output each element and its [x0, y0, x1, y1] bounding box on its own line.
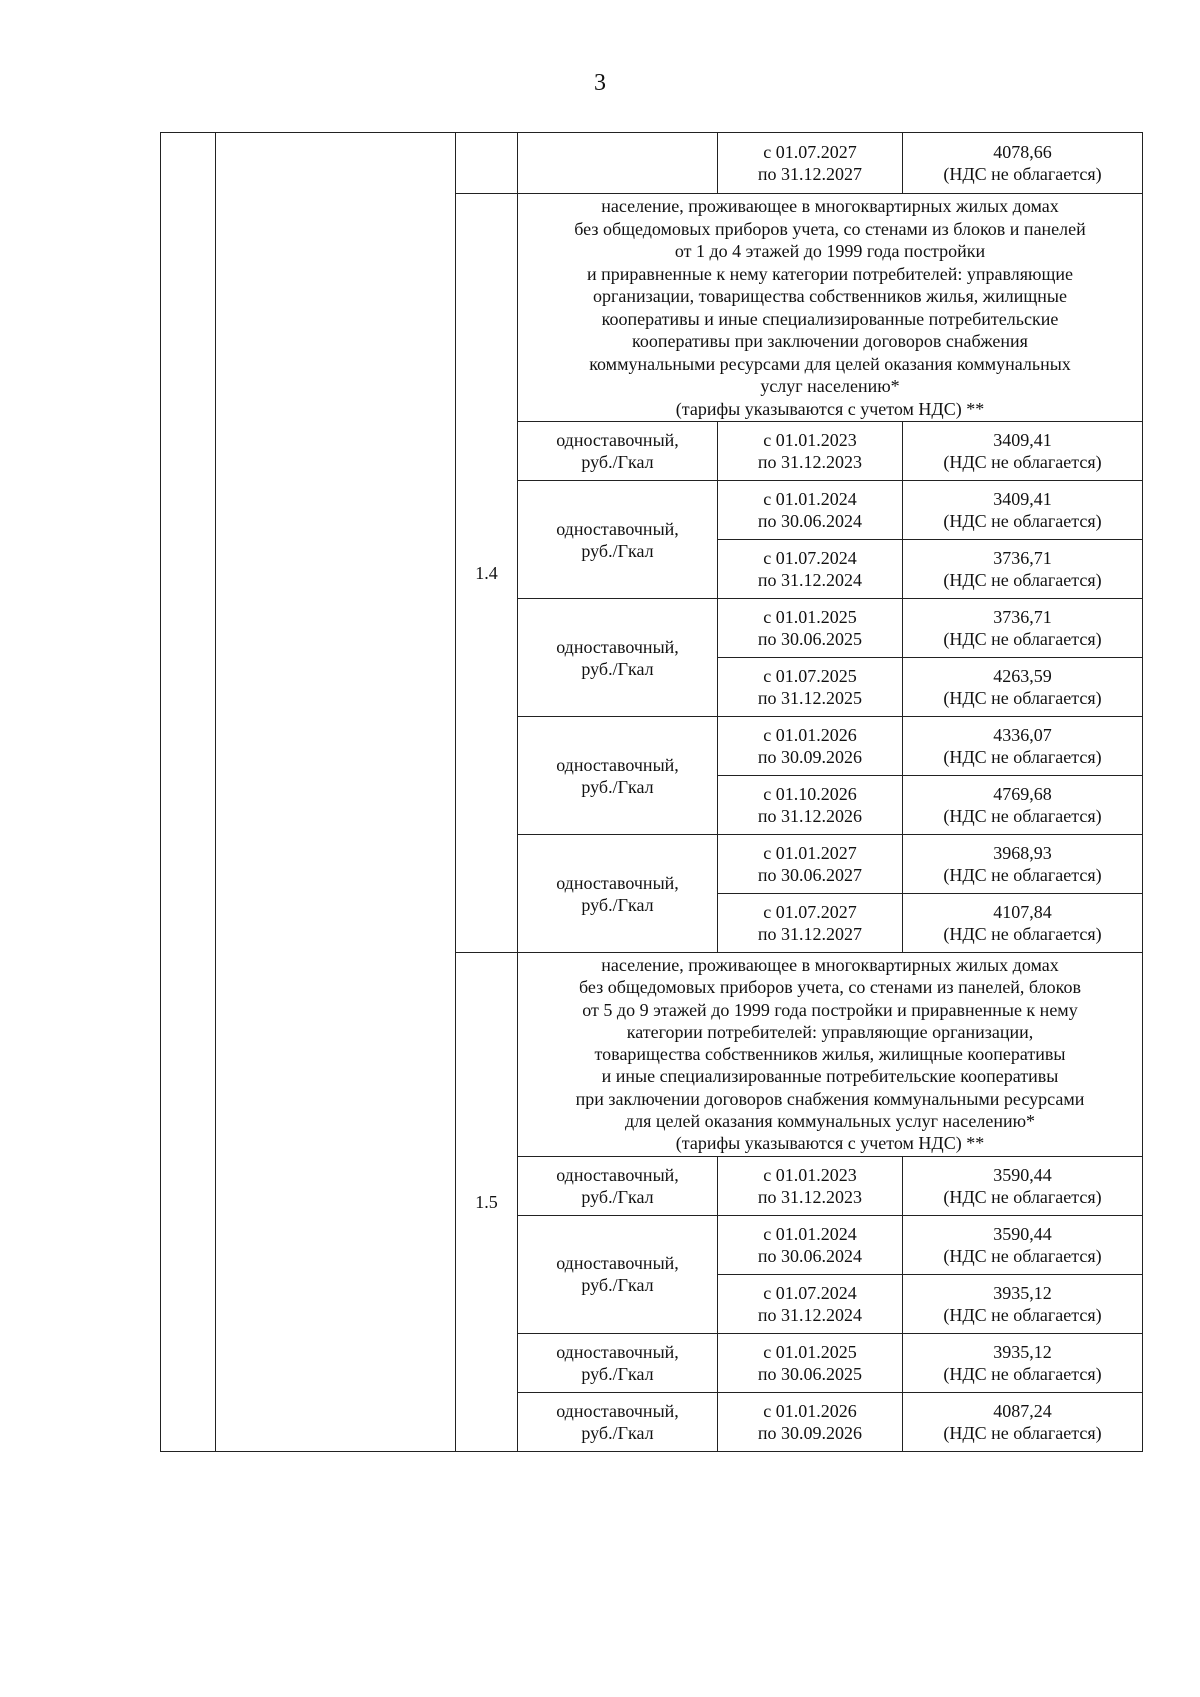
vat-note: (НДС не облагается): [943, 164, 1102, 184]
period-to: по 31.12.2027: [757, 164, 863, 184]
description-line: и приравненные к нему категории потребителей: управляющие: [587, 263, 1073, 284]
tariff-cell: 4087,24 (НДС не облагается): [903, 1392, 1143, 1451]
tariff-cell: 3935,12 (НДС не облагается): [903, 1333, 1143, 1392]
description-line: кооперативы при заключении договоров снабжения: [632, 331, 1028, 351]
description-line: от 1 до 4 этажей до 1999 года постройки: [674, 241, 986, 261]
description-line: и иные специализированные потребительские кооперативы: [601, 1066, 1059, 1087]
period-cell: с 01.01.2024 по 30.06.2024: [718, 481, 903, 540]
description-line: (тарифы указываются с учетом НДС) **: [675, 1133, 985, 1154]
tariff-cell: 4336,07 (НДС не облагается): [903, 717, 1143, 776]
section-description: [518, 953, 1143, 1157]
period-cell: с 01.01.2024 по 30.06.2024: [718, 1215, 903, 1274]
tariff-cell: 3409,41 (НДС не облагается): [903, 481, 1143, 540]
period-cell: с 01.10.2026 по 31.12.2026: [718, 776, 903, 835]
tariff-cell: 4769,68 (НДС не облагается): [903, 776, 1143, 835]
tariff-cell: 3935,12 (НДС не облагается): [903, 1274, 1143, 1333]
period-cell: с 01.07.2025 по 31.12.2025: [718, 658, 903, 717]
tariff-type-cell: одноставочный, руб./Гкал: [518, 1215, 718, 1333]
tariff-cell: 3736,71 (НДС не облагается): [903, 540, 1143, 599]
tariff-type-cell: одноставочный, руб./Гкал: [518, 835, 718, 953]
tariff-value: 4078,66: [993, 142, 1052, 162]
description-line: товарищества собственников жилья, жилищные кооперативы: [594, 1044, 1066, 1065]
tariff-type-cell: одноставочный, руб./Гкал: [518, 599, 718, 717]
tariff-cell: 3736,71 (НДС не облагается): [903, 599, 1143, 658]
period-cell: с 01.01.2023 по 31.12.2023: [718, 1156, 903, 1215]
tariff-type-cell: одноставочный, руб./Гкал: [518, 1156, 718, 1215]
tariff-type-cell: одноставочный, руб./Гкал: [518, 481, 718, 599]
blank-num-cell: [456, 133, 518, 194]
tariff-cell: [903, 133, 1143, 194]
tariff-type-cell: одноставочный, руб./Гкал: [518, 422, 718, 481]
period-cell: с 01.01.2027 по 30.06.2027: [718, 835, 903, 894]
period-from: с 01.07.2027: [763, 142, 857, 162]
tariff-cell: 4263,59 (НДС не облагается): [903, 658, 1143, 717]
tariff-type-cell: одноставочный, руб./Гкал: [518, 1392, 718, 1451]
section-number: 1.4: [456, 194, 518, 953]
tariff-type-cell: одноставочный, руб./Гкал: [518, 1333, 718, 1392]
period-cell: [718, 133, 903, 194]
period-cell: с 01.01.2025 по 30.06.2025: [718, 599, 903, 658]
tariff-type-cell: одноставочный, руб./Гкал: [518, 717, 718, 835]
tariff-table: [160, 132, 1143, 1452]
description-line: без общедомовых приборов учета, со стенами из блоков и панелей: [574, 218, 1086, 239]
tariff-cell: 3590,44 (НДС не облагается): [903, 1215, 1143, 1274]
description-line: кооперативы и иные специализированные потребительские: [601, 308, 1059, 329]
description-line: без общедомовых приборов учета, со стенами из панелей, блоков: [579, 977, 1081, 998]
description-line: (тарифы указываются с учетом НДС) **: [675, 398, 985, 419]
description-line: категории потребителей: управляющие организации,: [626, 1021, 1034, 1042]
period-cell: с 01.07.2027 по 31.12.2027: [718, 894, 903, 953]
period-cell: с 01.01.2025 по 30.06.2025: [718, 1333, 903, 1392]
section-number: 1.5: [456, 953, 518, 1452]
tariff-cell: 3409,41 (НДС не облагается): [903, 422, 1143, 481]
description-line: от 5 до 9 этажей до 1999 года постройки и приравненные к нему: [582, 999, 1078, 1020]
period-cell: с 01.01.2026 по 30.09.2026: [718, 1392, 903, 1451]
description-line: коммунальными ресурсами для целей оказания коммунальных: [589, 353, 1071, 374]
period-cell: с 01.01.2023 по 31.12.2023: [718, 422, 903, 481]
tariff-cell: 3590,44 (НДС не облагается): [903, 1156, 1143, 1215]
description-line: население, проживающее в многоквартирных жилых домах: [601, 196, 1059, 216]
description-line: для целей оказания коммунальных услуг населению*: [624, 1111, 1036, 1132]
description-line: население, проживающее в многоквартирных жилых домах: [601, 955, 1059, 975]
page-number: 3: [594, 70, 606, 96]
description-line: организации, товарищества собственников жилья, жилищные: [593, 286, 1067, 306]
description-line: услуг населению*: [760, 376, 900, 396]
tariff-cell: 3968,93 (НДС не облагается): [903, 835, 1143, 894]
period-cell: с 01.07.2024 по 31.12.2024: [718, 1274, 903, 1333]
blank-type-cell: [518, 133, 718, 194]
description-line: при заключении договоров снабжения коммунальными ресурсами: [575, 1088, 1085, 1109]
blank-column-2: [216, 133, 456, 1452]
section-description: [518, 194, 1143, 422]
blank-column-1: [161, 133, 216, 1452]
tariff-cell: 4107,84 (НДС не облагается): [903, 894, 1143, 953]
table-row: [161, 133, 1143, 194]
period-cell: с 01.07.2024 по 31.12.2024: [718, 540, 903, 599]
period-cell: с 01.01.2026 по 30.09.2026: [718, 717, 903, 776]
